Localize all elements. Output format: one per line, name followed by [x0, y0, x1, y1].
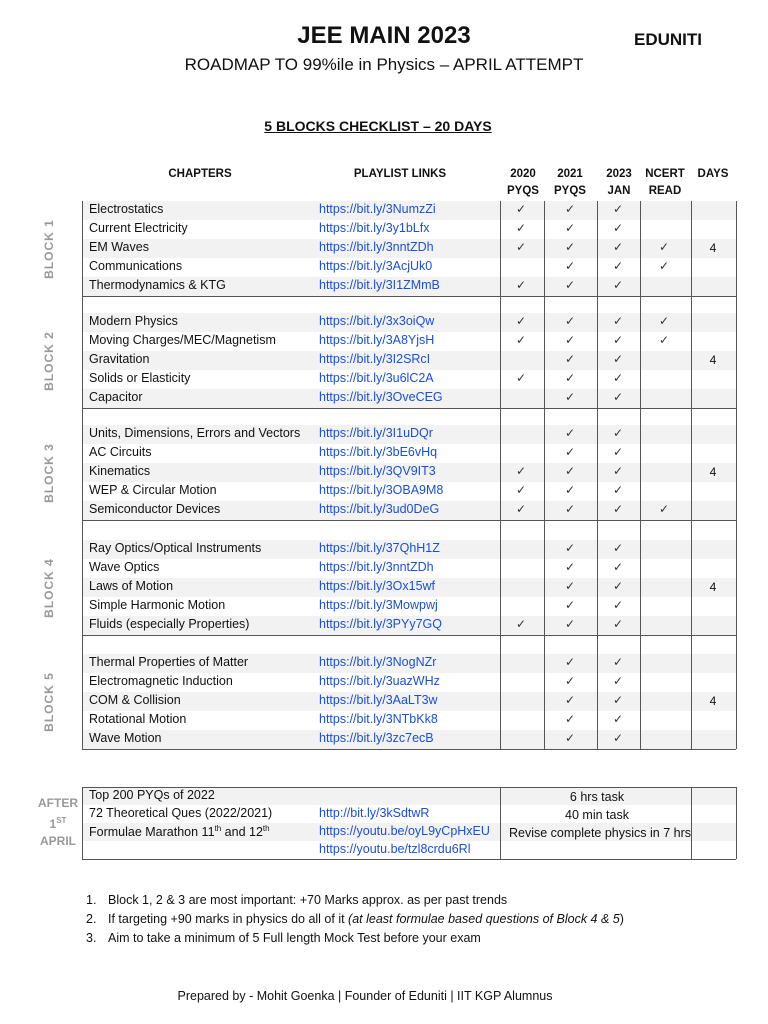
column-divider — [691, 635, 692, 654]
check-mark: ✓ — [612, 202, 624, 216]
block-divider — [82, 749, 736, 750]
block-days: 4 — [709, 240, 717, 255]
check-mark: ✓ — [515, 617, 527, 631]
check-mark: ✓ — [612, 259, 624, 273]
column-divider — [544, 313, 545, 408]
chapter-name: Communications — [89, 259, 183, 273]
playlist-link[interactable]: https://bit.ly/3nntZDh — [319, 560, 434, 574]
header-ncert-read — [642, 166, 688, 200]
chapter-name: Thermodynamics & KTG — [89, 278, 226, 292]
check-mark: ✓ — [658, 314, 670, 328]
column-divider — [500, 540, 501, 635]
playlist-link[interactable]: https://bit.ly/3I1uDQr — [319, 426, 433, 440]
check-mark: ✓ — [515, 202, 527, 216]
check-mark: ✓ — [564, 674, 576, 688]
table-row — [82, 692, 736, 711]
block-days: 4 — [709, 464, 717, 479]
table-row — [82, 220, 736, 239]
column-divider — [500, 787, 501, 859]
playlist-link[interactable]: https://bit.ly/3zc7ecB — [319, 731, 434, 745]
chapter-name: Fluids (especially Properties) — [89, 617, 250, 631]
check-mark: ✓ — [612, 278, 624, 292]
playlist-link[interactable]: https://bit.ly/3I1ZMmB — [319, 278, 440, 292]
check-mark: ✓ — [612, 464, 624, 478]
column-divider — [544, 408, 545, 425]
playlist-link[interactable]: https://bit.ly/3y1bLfx — [319, 221, 430, 235]
check-mark: ✓ — [515, 333, 527, 347]
column-divider — [640, 520, 641, 540]
check-mark: ✓ — [564, 352, 576, 366]
column-divider — [640, 408, 641, 425]
block-label: BLOCK 5 — [42, 671, 56, 732]
after-item-name: Top 200 PYQs of 2022 — [89, 788, 215, 802]
playlist-link[interactable]: https://bit.ly/3bE6vHq — [319, 445, 438, 459]
table-row — [82, 313, 736, 332]
column-divider — [597, 425, 598, 520]
after-label-line1: AFTER — [38, 796, 78, 810]
header-2021-line1: 2021 — [557, 168, 583, 180]
check-mark: ✓ — [564, 502, 576, 516]
note-italic: (at least formulae based questions of Block 4 & 5 — [348, 912, 620, 926]
table-row — [82, 578, 736, 597]
check-mark: ✓ — [564, 731, 576, 745]
chapter-name: AC Circuits — [89, 445, 152, 459]
column-divider — [597, 654, 598, 749]
playlist-link[interactable]: https://bit.ly/3NogNZr — [319, 655, 437, 669]
block-label: BLOCK 4 — [42, 557, 56, 618]
playlist-link[interactable]: https://bit.ly/3Ox15wf — [319, 579, 436, 593]
playlist-link[interactable]: https://bit.ly/3A8YjsH — [319, 333, 435, 347]
check-mark: ✓ — [515, 502, 527, 516]
check-mark: ✓ — [612, 560, 624, 574]
after-bottom-border — [82, 859, 736, 860]
column-divider — [597, 520, 598, 540]
check-mark: ✓ — [612, 352, 624, 366]
after-task: 40 min task — [565, 808, 629, 822]
playlist-link[interactable]: https://bit.ly/3AaLT3w — [319, 693, 438, 707]
after-item-name: 72 Theoretical Ques (2022/2021) — [89, 806, 273, 820]
header-days: DAYS — [697, 168, 729, 180]
column-divider — [691, 425, 692, 520]
column-divider — [82, 425, 83, 520]
check-mark: ✓ — [564, 541, 576, 555]
check-mark: ✓ — [515, 464, 527, 478]
block-days: 4 — [709, 352, 717, 367]
check-mark: ✓ — [564, 278, 576, 292]
after-label-line2: 1ST — [49, 816, 67, 831]
column-divider — [597, 635, 598, 654]
column-divider — [82, 201, 83, 296]
column-divider — [691, 408, 692, 425]
page-title: JEE MAIN 2023 — [297, 22, 471, 49]
chapter-name: Electromagnetic Induction — [89, 674, 233, 688]
column-divider — [500, 313, 501, 408]
block-days: 4 — [709, 579, 717, 594]
column-divider — [82, 296, 83, 313]
table-row — [82, 597, 736, 616]
note-item — [86, 931, 481, 945]
header-2020-pyqs — [502, 166, 544, 200]
check-mark: ✓ — [515, 221, 527, 235]
chapter-name: Modern Physics — [89, 314, 178, 328]
check-mark: ✓ — [564, 333, 576, 347]
header-2023-line1: 2023 — [606, 168, 632, 180]
note-item — [86, 912, 624, 926]
column-divider — [500, 520, 501, 540]
after-item-link[interactable]: https://youtu.be/tzl8crdu6Rl — [319, 842, 471, 856]
table-row — [82, 654, 736, 673]
check-mark: ✓ — [564, 617, 576, 631]
check-mark: ✓ — [564, 371, 576, 385]
block-divider — [82, 635, 736, 636]
header-2021-pyqs — [549, 166, 591, 200]
column-divider — [640, 654, 641, 749]
column-divider — [597, 313, 598, 408]
check-mark: ✓ — [612, 655, 624, 669]
header-2023-line2: JAN — [607, 185, 631, 197]
check-mark: ✓ — [515, 371, 527, 385]
chapter-name: Solids or Elasticity — [89, 371, 191, 385]
header-2020-line2: PYQS — [507, 185, 539, 197]
playlist-link[interactable]: https://bit.ly/3nntZDh — [319, 240, 434, 254]
table-row — [82, 616, 736, 635]
check-mark: ✓ — [612, 445, 624, 459]
column-divider — [640, 201, 641, 296]
note-text: If targeting +90 marks in physics do all of it — [108, 912, 349, 926]
check-mark: ✓ — [564, 464, 576, 478]
playlist-link[interactable]: https://bit.ly/3PYy7GQ — [319, 617, 442, 631]
check-mark: ✓ — [564, 259, 576, 273]
note-number: 2. — [86, 912, 97, 926]
check-mark: ✓ — [612, 617, 624, 631]
chapter-name: Electrostatics — [89, 202, 164, 216]
playlist-link[interactable]: https://bit.ly/3NumzZi — [319, 202, 436, 216]
check-mark: ✓ — [564, 426, 576, 440]
table-row — [82, 559, 736, 578]
column-divider — [691, 201, 692, 296]
check-mark: ✓ — [564, 693, 576, 707]
chapter-name: Thermal Properties of Matter — [89, 655, 249, 669]
after-label-sup: ST — [56, 816, 67, 825]
header-2021-line2: PYQS — [554, 185, 586, 197]
playlist-link[interactable]: https://bit.ly/3NTbKk8 — [319, 712, 438, 726]
page-subtitle: ROADMAP TO 99%ile in Physics – APRIL ATTEMPT — [184, 55, 584, 74]
check-mark: ✓ — [564, 202, 576, 216]
after-item-link[interactable]: http://bit.ly/3kSdtwR — [319, 806, 430, 820]
table-row — [82, 389, 736, 408]
block-divider — [82, 520, 736, 521]
column-divider — [544, 520, 545, 540]
check-mark: ✓ — [612, 314, 624, 328]
footer-credit: Prepared by - Mohit Goenka | Founder of Eduniti | IIT KGP Alumnus — [177, 989, 553, 1003]
block-label: BLOCK 1 — [42, 218, 56, 279]
chapter-name: Moving Charges/MEC/Magnetism — [89, 333, 276, 347]
column-divider — [82, 313, 83, 408]
column-divider — [691, 787, 692, 859]
playlist-link[interactable]: https://bit.ly/3OveCEG — [319, 390, 443, 404]
playlist-link[interactable]: https://bit.ly/3u6lC2A — [319, 371, 434, 385]
header-ncert-line2: READ — [648, 185, 682, 197]
table-row — [82, 730, 736, 749]
chapter-name: Laws of Motion — [89, 579, 174, 593]
block-label: BLOCK 2 — [42, 330, 56, 391]
column-divider — [736, 408, 737, 425]
playlist-link[interactable]: https://bit.ly/37QhH1Z — [319, 541, 440, 555]
header-ncert-line1: NCERT — [645, 168, 685, 180]
column-divider — [640, 296, 641, 313]
check-mark: ✓ — [612, 674, 624, 688]
after-item-link[interactable]: https://youtu.be/oyL9yCpHxEU — [319, 824, 490, 838]
after-task: Revise complete physics in 7 hrs — [508, 826, 692, 840]
table-row — [82, 239, 736, 258]
column-divider — [597, 540, 598, 635]
check-mark: ✓ — [658, 333, 670, 347]
playlist-link[interactable]: https://bit.ly/3I2SRcI — [319, 352, 431, 366]
column-divider — [500, 296, 501, 313]
chapter-name: COM & Collision — [89, 693, 181, 707]
check-mark: ✓ — [564, 712, 576, 726]
check-mark: ✓ — [612, 731, 624, 745]
check-mark: ✓ — [612, 221, 624, 235]
column-divider — [82, 787, 83, 859]
check-mark: ✓ — [564, 221, 576, 235]
playlist-link[interactable]: https://bit.ly/3Mowpwj — [319, 598, 438, 612]
playlist-link[interactable]: https://bit.ly/3ud0DeG — [319, 502, 440, 516]
after-task: 6 hrs task — [569, 790, 625, 804]
chapter-name: WEP & Circular Motion — [89, 483, 217, 497]
column-divider — [736, 296, 737, 313]
superscript: th — [214, 824, 222, 833]
header-2023-jan — [598, 166, 640, 200]
block-divider — [82, 296, 736, 297]
table-row — [82, 444, 736, 463]
check-mark: ✓ — [515, 483, 527, 497]
note-text: Aim to take a minimum of 5 Full length Mock Test before your exam — [108, 931, 481, 945]
header-playlist-links: PLAYLIST LINKS — [353, 168, 447, 180]
column-divider — [736, 520, 737, 540]
check-mark: ✓ — [612, 240, 624, 254]
check-mark: ✓ — [612, 598, 624, 612]
block-divider — [82, 408, 736, 409]
column-divider — [500, 654, 501, 749]
column-divider — [736, 425, 737, 520]
check-mark: ✓ — [564, 445, 576, 459]
column-divider — [736, 540, 737, 635]
chapter-name: Simple Harmonic Motion — [89, 598, 226, 612]
column-divider — [597, 408, 598, 425]
check-mark: ✓ — [612, 541, 624, 555]
chapter-name: Semiconductor Devices — [89, 502, 221, 516]
column-divider — [82, 540, 83, 635]
column-divider — [500, 201, 501, 296]
after-top-border — [82, 787, 736, 788]
check-mark: ✓ — [515, 314, 527, 328]
column-divider — [736, 201, 737, 296]
check-mark: ✓ — [612, 426, 624, 440]
column-divider — [640, 313, 641, 408]
column-divider — [544, 296, 545, 313]
note-number: 1. — [86, 893, 97, 907]
check-mark: ✓ — [564, 483, 576, 497]
chapter-name: EM Waves — [89, 240, 149, 254]
check-mark: ✓ — [564, 240, 576, 254]
note-tail: ) — [619, 912, 624, 926]
column-divider — [82, 408, 83, 425]
header-2020-line1: 2020 — [510, 168, 536, 180]
column-divider — [597, 201, 598, 296]
column-divider — [500, 425, 501, 520]
table-row — [82, 540, 736, 559]
column-divider — [691, 654, 692, 749]
chapter-name: Kinematics — [89, 464, 151, 478]
check-mark: ✓ — [515, 278, 527, 292]
table-row — [82, 370, 736, 389]
after-april-label — [36, 795, 80, 850]
check-mark: ✓ — [515, 240, 527, 254]
chapter-name: Gravitation — [89, 352, 150, 366]
note-item — [86, 893, 507, 907]
table-row — [82, 711, 736, 730]
check-mark: ✓ — [612, 693, 624, 707]
column-divider — [691, 296, 692, 313]
column-divider — [544, 425, 545, 520]
table-row — [82, 258, 736, 277]
column-divider — [640, 635, 641, 654]
column-divider — [82, 654, 83, 749]
playlist-link[interactable]: https://bit.ly/3OBA9M8 — [319, 483, 444, 497]
column-divider — [82, 520, 83, 540]
table-row — [82, 501, 736, 520]
column-divider — [544, 635, 545, 654]
after-item-name-mid: and 12 — [221, 825, 263, 840]
table-row — [82, 482, 736, 501]
column-divider — [544, 654, 545, 749]
brand-name: EDUNITI — [634, 30, 702, 49]
check-mark: ✓ — [612, 390, 624, 404]
column-divider — [500, 635, 501, 654]
chapter-name: Units, Dimensions, Errors and Vectors — [89, 426, 301, 440]
check-mark: ✓ — [612, 333, 624, 347]
playlist-link[interactable]: https://bit.ly/3x3oiQw — [319, 314, 435, 328]
check-mark: ✓ — [612, 579, 624, 593]
check-mark: ✓ — [564, 598, 576, 612]
chapter-name: Current Electricity — [89, 221, 188, 235]
check-mark: ✓ — [612, 483, 624, 497]
table-row — [82, 425, 736, 444]
check-mark: ✓ — [612, 712, 624, 726]
check-mark: ✓ — [658, 259, 670, 273]
table-row — [82, 673, 736, 692]
playlist-link[interactable]: https://bit.ly/3QV9IT3 — [319, 464, 436, 478]
chapter-name: Wave Optics — [89, 560, 160, 574]
block-label: BLOCK 3 — [42, 442, 56, 503]
column-divider — [82, 635, 83, 654]
note-number: 3. — [86, 931, 97, 945]
column-divider — [691, 540, 692, 635]
check-mark: ✓ — [564, 655, 576, 669]
after-row — [82, 841, 736, 859]
table-row — [82, 277, 736, 296]
after-label-line3: APRIL — [40, 834, 76, 848]
check-mark: ✓ — [658, 240, 670, 254]
playlist-link[interactable]: https://bit.ly/3AcjUk0 — [319, 259, 433, 273]
chapter-name: Capacitor — [89, 390, 143, 404]
column-divider — [640, 425, 641, 520]
column-divider — [640, 540, 641, 635]
table-row — [82, 201, 736, 220]
column-divider — [544, 201, 545, 296]
chapter-name: Rotational Motion — [89, 712, 187, 726]
column-divider — [736, 313, 737, 408]
column-divider — [736, 787, 737, 859]
table-row — [82, 332, 736, 351]
column-divider — [736, 654, 737, 749]
checklist-title: 5 BLOCKS CHECKLIST – 20 DAYS — [264, 118, 492, 134]
block-days: 4 — [709, 693, 717, 708]
column-divider — [544, 540, 545, 635]
column-divider — [500, 408, 501, 425]
chapter-name: Ray Optics/Optical Instruments — [89, 541, 262, 555]
check-mark: ✓ — [564, 390, 576, 404]
after-item-name: Formulae Marathon 11th and 12th — [89, 824, 270, 840]
column-divider — [597, 296, 598, 313]
column-divider — [736, 635, 737, 654]
table-row — [82, 463, 736, 482]
check-mark: ✓ — [564, 560, 576, 574]
column-divider — [691, 520, 692, 540]
table-row — [82, 351, 736, 370]
check-mark: ✓ — [612, 502, 624, 516]
note-text: Block 1, 2 & 3 are most important: +70 Marks approx. as per past trends — [108, 893, 508, 907]
check-mark: ✓ — [564, 314, 576, 328]
check-mark: ✓ — [612, 371, 624, 385]
header-chapters: CHAPTERS — [168, 168, 232, 180]
column-divider — [691, 313, 692, 408]
check-mark: ✓ — [564, 579, 576, 593]
playlist-link[interactable]: https://bit.ly/3uazWHz — [319, 674, 440, 688]
check-mark: ✓ — [658, 502, 670, 516]
superscript: th — [262, 824, 270, 833]
chapter-name: Wave Motion — [89, 731, 162, 745]
